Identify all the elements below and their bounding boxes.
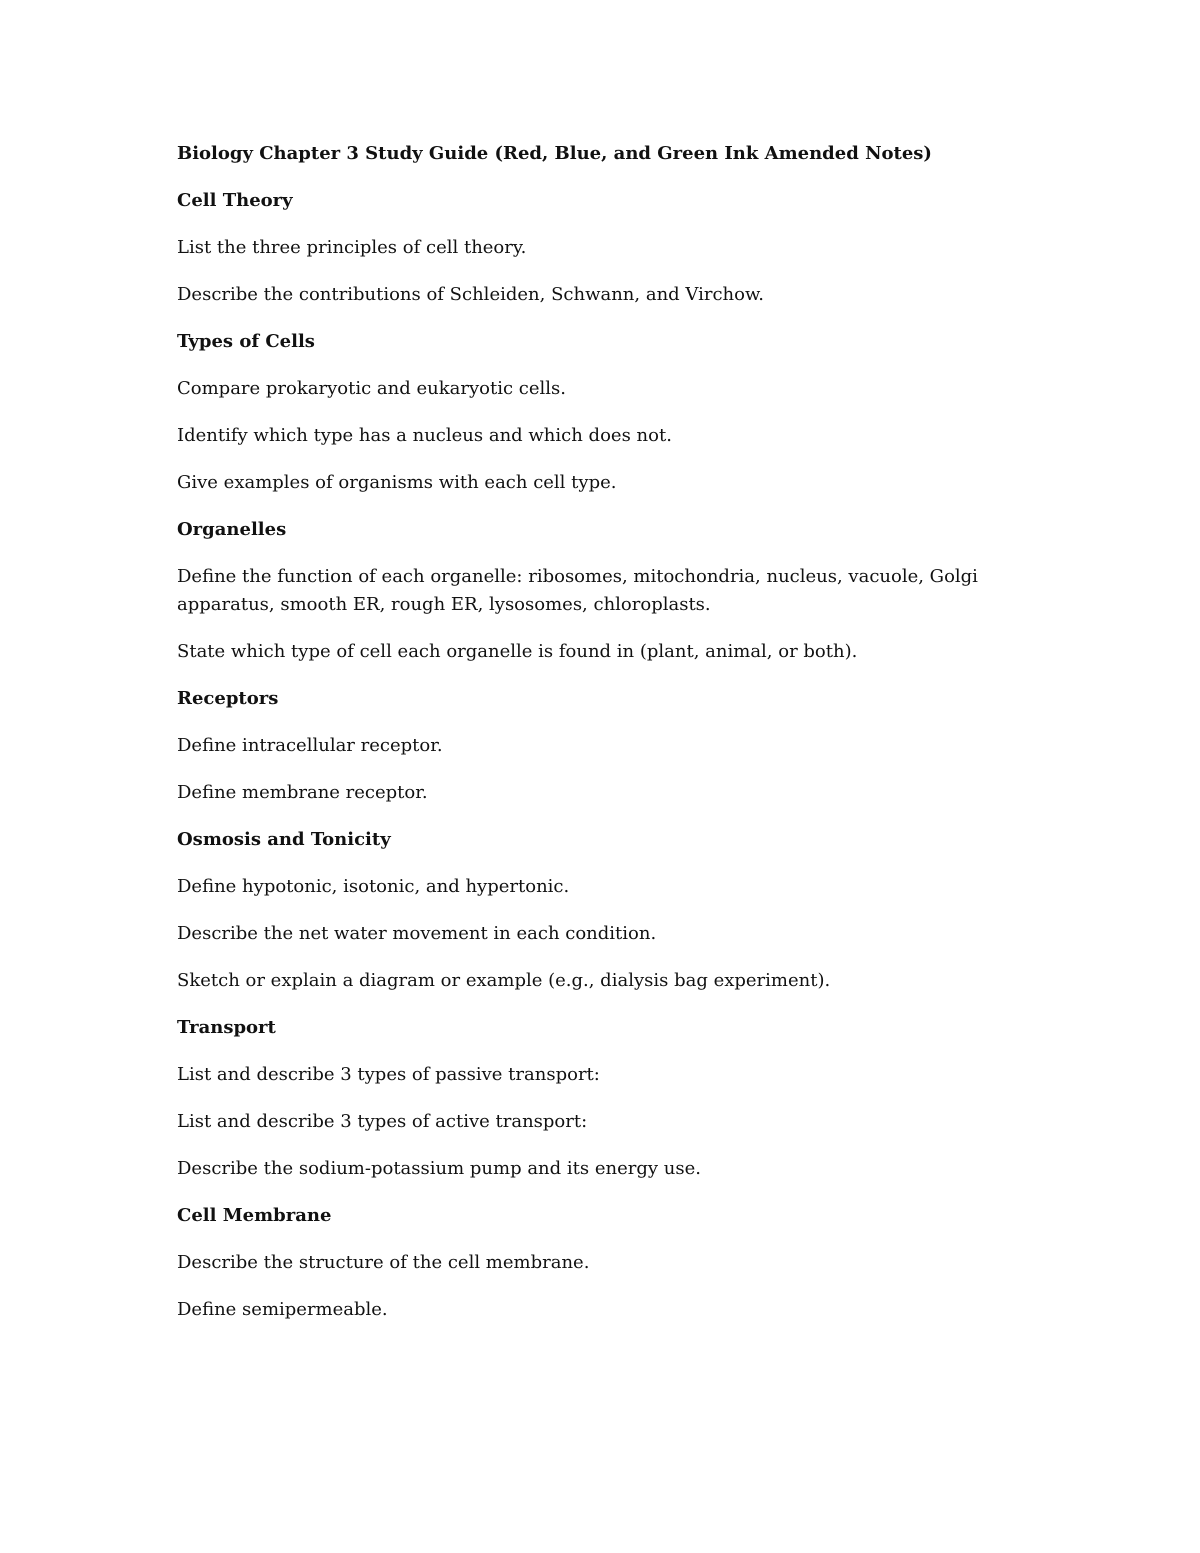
section-heading-cell-membrane: Cell Membrane bbox=[177, 1205, 332, 1226]
study-item: Define semipermeable. bbox=[177, 1299, 388, 1320]
study-item: Describe the sodium-potassium pump and its energy use. bbox=[177, 1158, 701, 1179]
study-item: Compare prokaryotic and eukaryotic cells. bbox=[177, 378, 566, 399]
study-item: Define the function of each organelle: ribosomes, mitochondria, nucleus, vacuole, Golgi apparatus, smooth ER, rough ER, lysosomes, chloroplasts. bbox=[177, 566, 978, 615]
section-heading-osmosis-and-tonicity: Osmosis and Tonicity bbox=[177, 829, 391, 850]
section-heading-types-of-cells: Types of Cells bbox=[177, 331, 315, 352]
section-heading-transport: Transport bbox=[177, 1017, 276, 1038]
study-item: Sketch or explain a diagram or example (e.g., dialysis bag experiment). bbox=[177, 970, 831, 991]
document-body bbox=[177, 140, 1007, 1343]
study-item: Define membrane receptor. bbox=[177, 782, 428, 803]
study-item: List the three principles of cell theory. bbox=[177, 237, 527, 258]
study-item: Describe the contributions of Schleiden, Schwann, and Virchow. bbox=[177, 284, 764, 305]
section-heading-organelles: Organelles bbox=[177, 519, 287, 540]
study-item: Define hypotonic, isotonic, and hypertonic. bbox=[177, 876, 570, 897]
section-heading-cell-theory: Cell Theory bbox=[177, 190, 293, 211]
section-heading-receptors: Receptors bbox=[177, 688, 279, 709]
study-item: Describe the net water movement in each condition. bbox=[177, 923, 657, 944]
study-item: Describe the structure of the cell membrane. bbox=[177, 1252, 590, 1273]
study-item: List and describe 3 types of active transport: bbox=[177, 1111, 588, 1132]
document-title: Biology Chapter 3 Study Guide (Red, Blue, and Green Ink Amended Notes) bbox=[177, 143, 932, 164]
study-item: Give examples of organisms with each cell type. bbox=[177, 472, 617, 493]
study-item: Define intracellular receptor. bbox=[177, 735, 443, 756]
study-item: List and describe 3 types of passive transport: bbox=[177, 1064, 600, 1085]
study-item: State which type of cell each organelle is found in (plant, animal, or both). bbox=[177, 641, 858, 662]
study-item: Identify which type has a nucleus and which does not. bbox=[177, 425, 672, 446]
